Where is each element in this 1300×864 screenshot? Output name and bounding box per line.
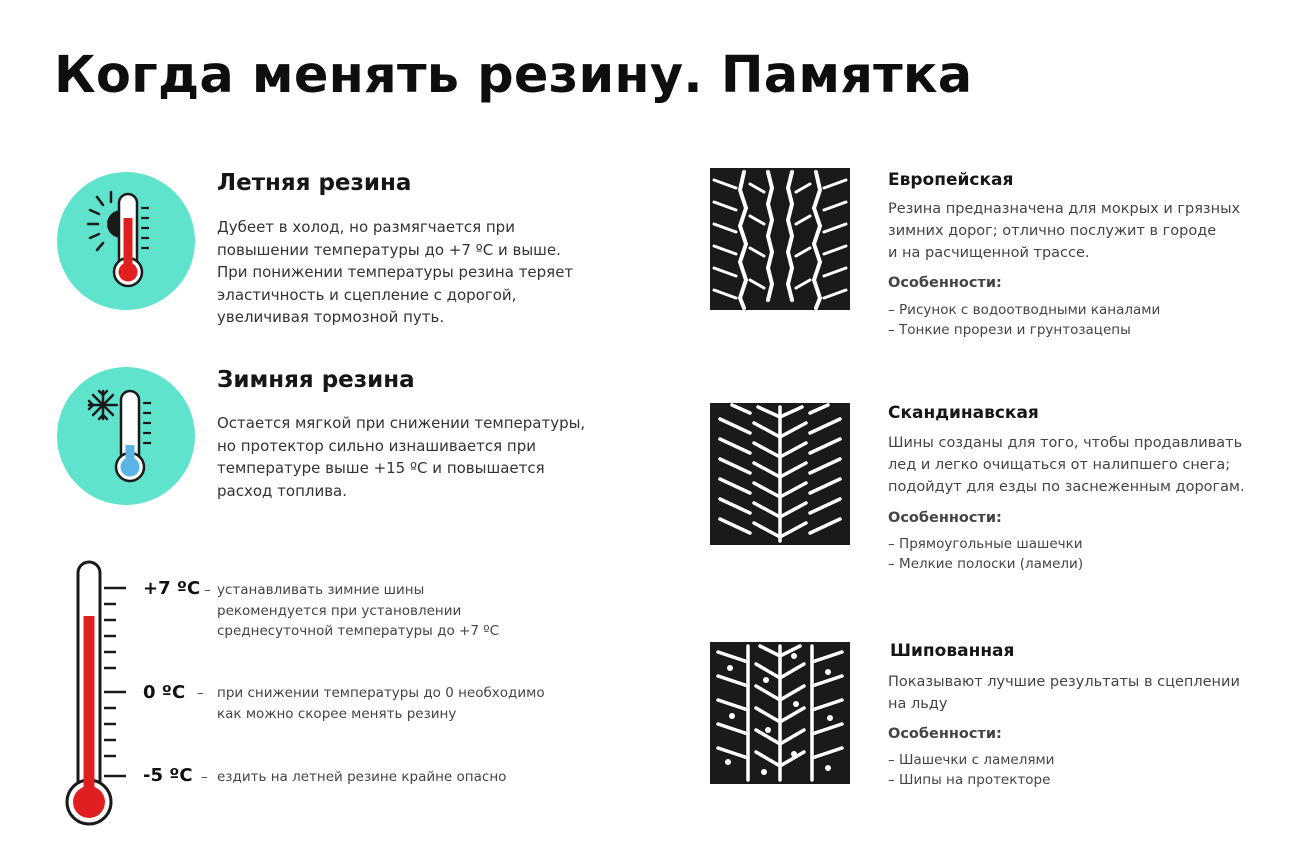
feature-item: – Мелкие полоски (ламели) bbox=[888, 556, 1084, 572]
summer-text-line: эластичность и сцепление с дорогой, bbox=[217, 285, 517, 304]
scandinavian-text bbox=[888, 432, 1245, 498]
studded-features-heading: Особенности: bbox=[888, 726, 1002, 742]
scale-note-line: ездить на летней резине крайне опасно bbox=[217, 769, 507, 785]
european-heading: Европейская bbox=[888, 170, 1014, 190]
feature-item: – Шипы на протекторе bbox=[888, 772, 1051, 788]
winter-text bbox=[217, 412, 585, 502]
scale-mark-label: 0 ºС bbox=[143, 682, 186, 703]
temperature-scale-thermometer bbox=[64, 558, 144, 833]
winter-text-line: Остается мягкой при снижении температуры, bbox=[217, 414, 586, 432]
studded-tread-image bbox=[710, 642, 850, 784]
scale-mark-label: -5 ºС bbox=[143, 765, 193, 786]
european-text bbox=[888, 198, 1240, 264]
feature-item: – Прямоугольные шашечки bbox=[888, 536, 1083, 552]
tire-text-line: зимних дорог; отлично послужит в городе bbox=[888, 223, 1217, 239]
tire-text-line: и на расчищенной трассе. bbox=[888, 245, 1090, 261]
summer-text-line: При понижении температуры резина теряет bbox=[217, 263, 574, 281]
european-tread-image bbox=[710, 168, 850, 310]
winter-text-line: но протектор сильно изнашивается при bbox=[217, 436, 536, 455]
winter-icon-circle bbox=[57, 367, 195, 505]
scale-note-line: при снижении температуры до 0 необходимо bbox=[217, 685, 545, 701]
winter-text-line: температуре выше +15 ºС и повышается bbox=[217, 459, 545, 477]
scale-note-line: среднесуточной температуры до +7 ºС bbox=[217, 623, 499, 639]
summer-text-line: повышении температуры до +7 ºС и выше. bbox=[217, 240, 561, 259]
scale-note-line: как можно скорее менять резину bbox=[217, 705, 457, 722]
scandinavian-heading: Скандинавская bbox=[888, 403, 1039, 423]
tire-text-line: Резина предназначена для мокрых и грязных bbox=[888, 201, 1241, 217]
tire-text-line: Показывают лучшие результаты в сцеплении bbox=[888, 674, 1240, 690]
scale-mark-note bbox=[217, 683, 545, 724]
summer-icon-circle bbox=[57, 172, 195, 310]
tire-text-line: на льду bbox=[888, 696, 948, 712]
scale-mark-dash: – bbox=[201, 769, 208, 785]
scale-mark-dash: – bbox=[197, 685, 204, 701]
feature-item: – Тонкие прорези и грунтозацепы bbox=[888, 322, 1131, 338]
scandinavian-tread-image bbox=[710, 403, 850, 545]
page-title: Когда менять резину. Памятка bbox=[54, 46, 973, 105]
winter-text-line: расход топлива. bbox=[217, 481, 348, 500]
tire-text-line: Шины созданы для того, чтобы продавливать bbox=[888, 435, 1243, 451]
winter-heading: Зимняя резина bbox=[217, 367, 415, 393]
snowflake-thermometer-icon bbox=[57, 367, 195, 505]
studded-features bbox=[888, 750, 1054, 790]
tire-text-line: подойдут для езды по заснеженным дорогам. bbox=[888, 479, 1245, 495]
summer-heading: Летняя резина bbox=[217, 170, 412, 196]
feature-item: – Шашечки с ламелями bbox=[888, 752, 1055, 768]
scandinavian-features bbox=[888, 534, 1083, 574]
sun-thermometer-icon bbox=[57, 172, 195, 310]
scale-mark-note bbox=[217, 767, 506, 788]
studded-text bbox=[888, 671, 1240, 715]
summer-text-line: Дубеет в холод, но размягчается при bbox=[217, 218, 515, 236]
tire-text-line: лед и легко очищаться от налипшего снега; bbox=[888, 457, 1231, 473]
european-features bbox=[888, 300, 1160, 340]
european-features-heading: Особенности: bbox=[888, 275, 1002, 291]
studded-heading: Шипованная bbox=[890, 641, 1015, 661]
scandinavian-features-heading: Особенности: bbox=[888, 510, 1002, 526]
scale-note-line: рекомендуется при установлении bbox=[217, 602, 462, 619]
feature-item: – Рисунок с водоотводными каналами bbox=[888, 302, 1161, 318]
scale-mark-note bbox=[217, 580, 499, 642]
scale-note-line: устанавливать зимние шины bbox=[217, 582, 425, 598]
scale-mark-dash: – bbox=[204, 582, 211, 598]
summer-text bbox=[217, 216, 573, 329]
scale-mark-label: +7 ºС bbox=[143, 578, 201, 599]
summer-text-line: увеличивая тормозной путь. bbox=[217, 308, 445, 326]
